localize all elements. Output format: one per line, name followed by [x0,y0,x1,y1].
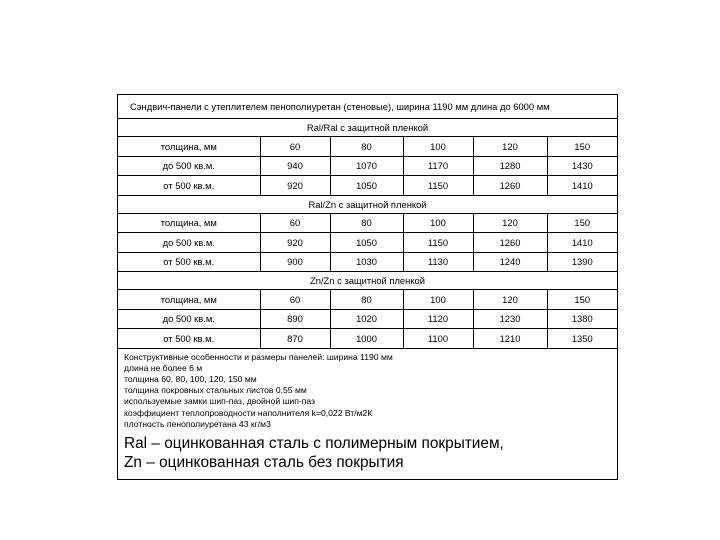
price-cell: 1050 [330,176,403,196]
price-cell: 920 [260,176,330,196]
thickness-value: 80 [330,137,403,157]
section-heading-row [118,272,617,290]
column-header-row [118,290,617,310]
volume-label: до 500 кв.м. [118,309,260,329]
legend-zn: Zn – оцинкованная сталь без покрытия [124,453,404,471]
thickness-value: 150 [547,213,617,233]
volume-label: до 500 кв.м. [118,233,260,253]
thickness-value: 100 [403,290,473,310]
price-cell: 1100 [403,329,473,349]
price-cell: 1240 [473,252,547,272]
price-cell: 1430 [547,156,617,176]
thickness-value: 60 [260,290,330,310]
column-header-row [118,213,617,233]
price-table [118,119,617,349]
table-row [118,252,617,272]
panel-specifications [118,349,617,472]
price-cell: 1170 [403,156,473,176]
spec-line: Конструктивные особенности и размеры панелей: ширина 1190 мм [124,351,393,362]
table-row [118,329,617,349]
price-cell: 1130 [403,252,473,272]
document-title: Сэндвич-панели с утеплителем пенополиуретан (стеновые), ширина 1190 мм длина до 6000 мм [118,95,617,119]
column-header-row [118,137,617,157]
thickness-value: 100 [403,213,473,233]
thickness-value: 100 [403,137,473,157]
price-cell: 1230 [473,309,547,329]
price-cell: 1410 [547,233,617,253]
volume-label: до 500 кв.м. [118,156,260,176]
price-cell: 1390 [547,252,617,272]
price-cell: 890 [260,309,330,329]
price-cell: 900 [260,252,330,272]
price-cell: 1150 [403,176,473,196]
price-cell: 1410 [547,176,617,196]
spec-line: плотность пенополиуретана 43 кг/м3 [124,418,271,429]
table-row [118,233,617,253]
price-cell: 1350 [547,329,617,349]
legend [124,434,611,472]
price-cell: 1210 [473,329,547,349]
spec-line: используемые замки шип-паз, двойной шип-паз [124,396,316,407]
thickness-value: 120 [473,290,547,310]
section-heading: Ral/Zn с защитной пленкой [118,195,617,213]
thickness-value: 80 [330,213,403,233]
table-row [118,156,617,176]
price-cell: 940 [260,156,330,176]
thickness-label: толщина, мм [118,213,260,233]
spec-line: коэффициент теплопроводности наполнителя k=0,022 Вт/м2К [124,407,373,418]
thickness-value: 80 [330,290,403,310]
volume-label: от 500 кв.м. [118,252,260,272]
thickness-value: 150 [547,137,617,157]
thickness-label: толщина, мм [118,137,260,157]
price-cell: 1260 [473,176,547,196]
price-cell: 1000 [330,329,403,349]
volume-label: от 500 кв.м. [118,176,260,196]
price-cell: 1050 [330,233,403,253]
price-cell: 1120 [403,309,473,329]
thickness-value: 120 [473,213,547,233]
spec-line: толщина 60, 80, 100, 120, 150 мм [124,373,257,384]
section-heading-row [118,119,617,137]
price-cell: 1030 [330,252,403,272]
thickness-label: толщина, мм [118,290,260,310]
table-row [118,309,617,329]
section-heading: Zn/Zn с защитной пленкой [118,272,617,290]
legend-ral: Ral – оцинкованная сталь с полимерным покрытием, [124,434,504,452]
thickness-value: 60 [260,213,330,233]
price-cell: 1260 [473,233,547,253]
price-document [117,94,618,480]
spec-line: толщина покровных стальных листов 0,55 мм [124,385,307,396]
section-heading: Ral/Ral с защитной пленкой [118,119,617,137]
thickness-value: 60 [260,137,330,157]
price-cell: 1380 [547,309,617,329]
price-cell: 1070 [330,156,403,176]
price-cell: 870 [260,329,330,349]
volume-label: от 500 кв.м. [118,329,260,349]
section-heading-row [118,195,617,213]
price-cell: 1150 [403,233,473,253]
price-cell: 1020 [330,309,403,329]
spec-line: длина не более 6 м [124,362,203,373]
thickness-value: 120 [473,137,547,157]
price-cell: 920 [260,233,330,253]
thickness-value: 150 [547,290,617,310]
price-cell: 1280 [473,156,547,176]
table-row [118,176,617,196]
